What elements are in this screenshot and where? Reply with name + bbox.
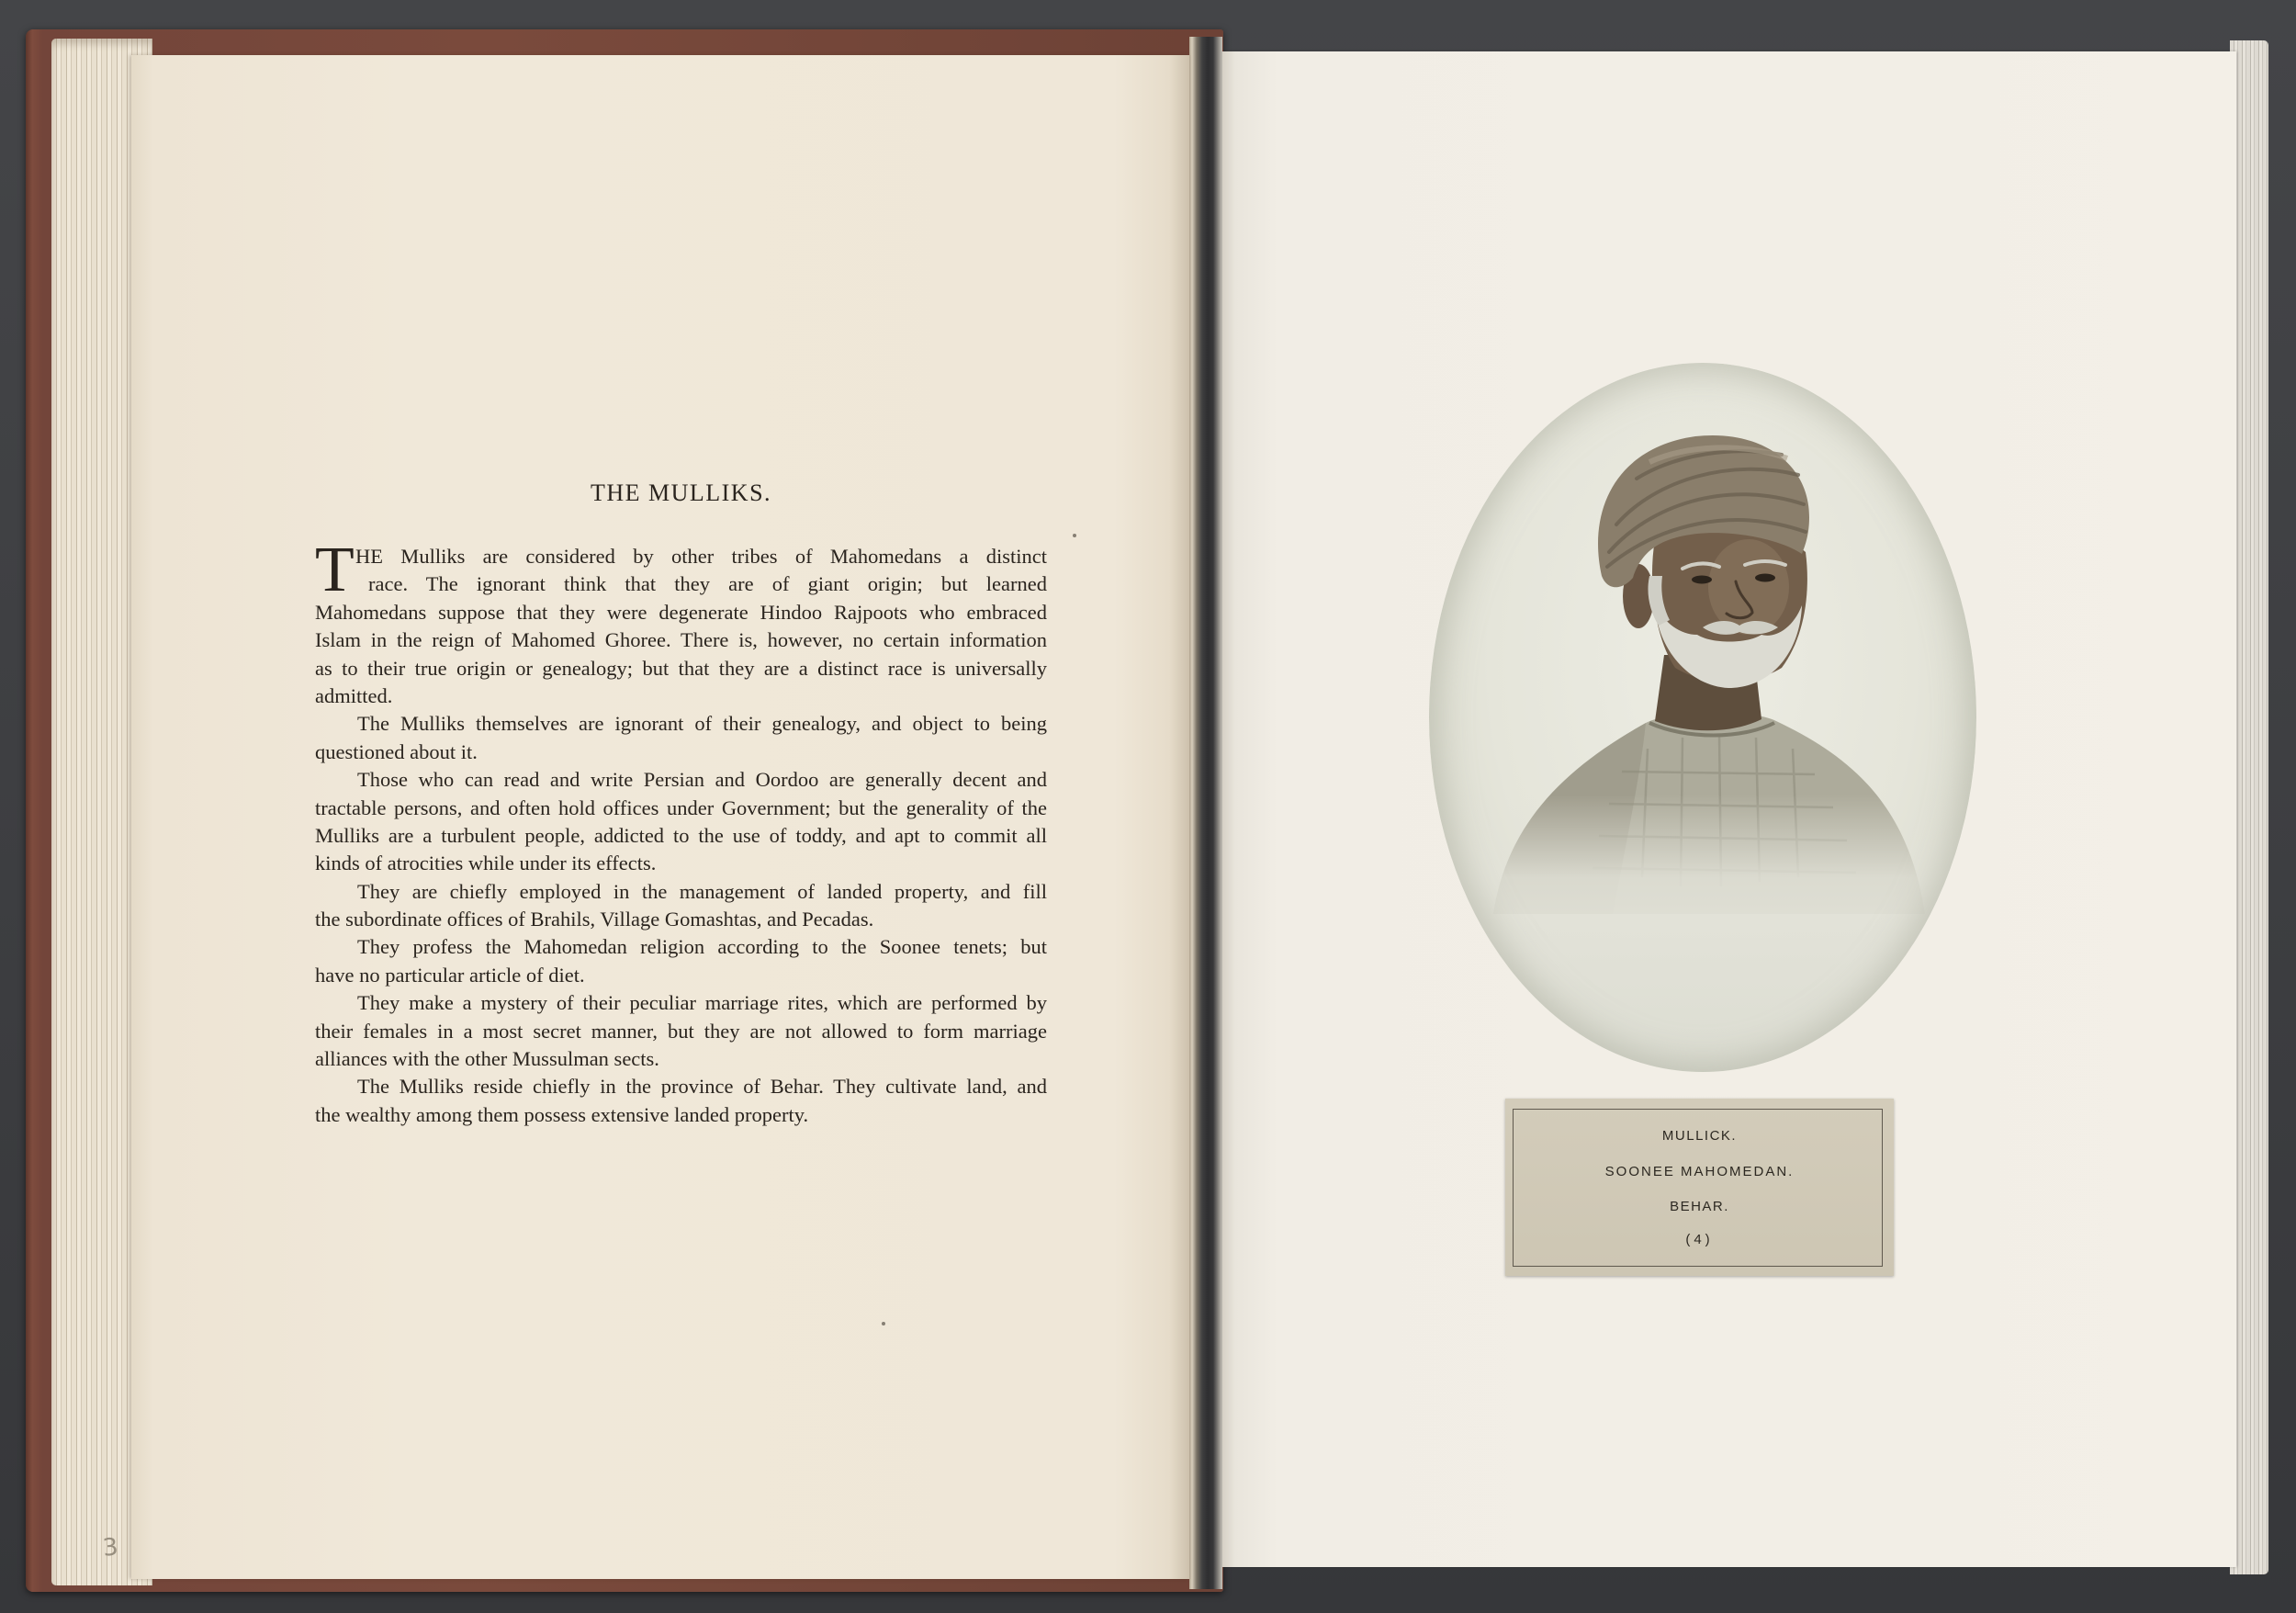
text-line: as to their true origin or genealogy; but that they are a distinct race is universally <box>315 656 1047 680</box>
page-title: THE MULLIKS. <box>590 479 772 506</box>
text-line: They profess the Mahomedan religion according to the Soonee tenets; but <box>357 935 1047 959</box>
text-line: race. The ignorant think that they are of giant origin; but learned <box>368 572 1047 596</box>
paragraph-1 <box>315 535 1047 710</box>
text-line: kinds of atrocities while under its effects. <box>315 852 657 875</box>
text-line: the wealthy among them possess extensive landed property. <box>315 1102 809 1126</box>
portrait-vignette <box>1429 363 1976 1072</box>
text-line: admitted. <box>315 683 393 707</box>
text-line: HE Mulliks are considered by other tribes of Mahomedans a distinct <box>355 545 1047 568</box>
text-line: questioned about it. <box>315 739 478 763</box>
paragraph-2 <box>315 710 1047 766</box>
paragraph-6 <box>315 989 1047 1073</box>
text-line: The Mulliks themselves are ignorant of their genealogy, and object to being <box>357 712 1047 736</box>
paper-speck <box>882 1322 885 1325</box>
caption-name: MULLICK. <box>1661 1128 1738 1144</box>
pencil-page-number: 3 <box>101 1533 120 1562</box>
text-line: They are chiefly employed in the management of landed property, and fill <box>357 879 1047 903</box>
caption-religion: SOONEE MAHOMEDAN. <box>1604 1164 1795 1179</box>
book-gutter <box>1189 37 1222 1589</box>
oval-portrait-photograph <box>1429 363 1976 1072</box>
paragraph-7 <box>315 1073 1047 1129</box>
text-line: Islam in the reign of Mahomed Ghoree. There is, however, no certain information <box>315 628 1047 652</box>
text-line: Mahomedans suppose that they were degenerate Hindoo Rajpoots who embraced <box>315 600 1047 624</box>
text-line: Those who can read and write Persian and Oordoo are generally decent and <box>357 768 1047 792</box>
caption-label <box>1505 1099 1894 1276</box>
drop-cap: T <box>315 535 355 605</box>
text-line: Mulliks are a turbulent people, addicted to the use of toddy, and apt to commit all <box>315 823 1047 847</box>
body-text <box>315 535 1047 1129</box>
paragraph-4 <box>315 878 1047 934</box>
text-line: tractable persons, and often hold offices under Government; but the generality of the <box>315 795 1047 819</box>
text-line: their females in a most secret manner, but they are not allowed to form marriage <box>315 1019 1047 1043</box>
text-line: have no particular article of diet. <box>315 963 585 987</box>
paragraph-3 <box>315 766 1047 878</box>
paper-speck <box>1073 534 1076 537</box>
caption-plate-number: (4) <box>1685 1232 1714 1247</box>
paragraph-5 <box>315 933 1047 989</box>
text-line: The Mulliks reside chiefly in the province of Behar. They cultivate land, and <box>357 1075 1047 1099</box>
text-line: the subordinate offices of Brahils, Village Gomashtas, and Pecadas. <box>315 908 874 931</box>
text-line: alliances with the other Mussulman sects. <box>315 1047 659 1071</box>
caption-place: BEHAR. <box>1670 1199 1729 1214</box>
text-line: They make a mystery of their peculiar marriage rites, which are performed by <box>357 991 1047 1015</box>
